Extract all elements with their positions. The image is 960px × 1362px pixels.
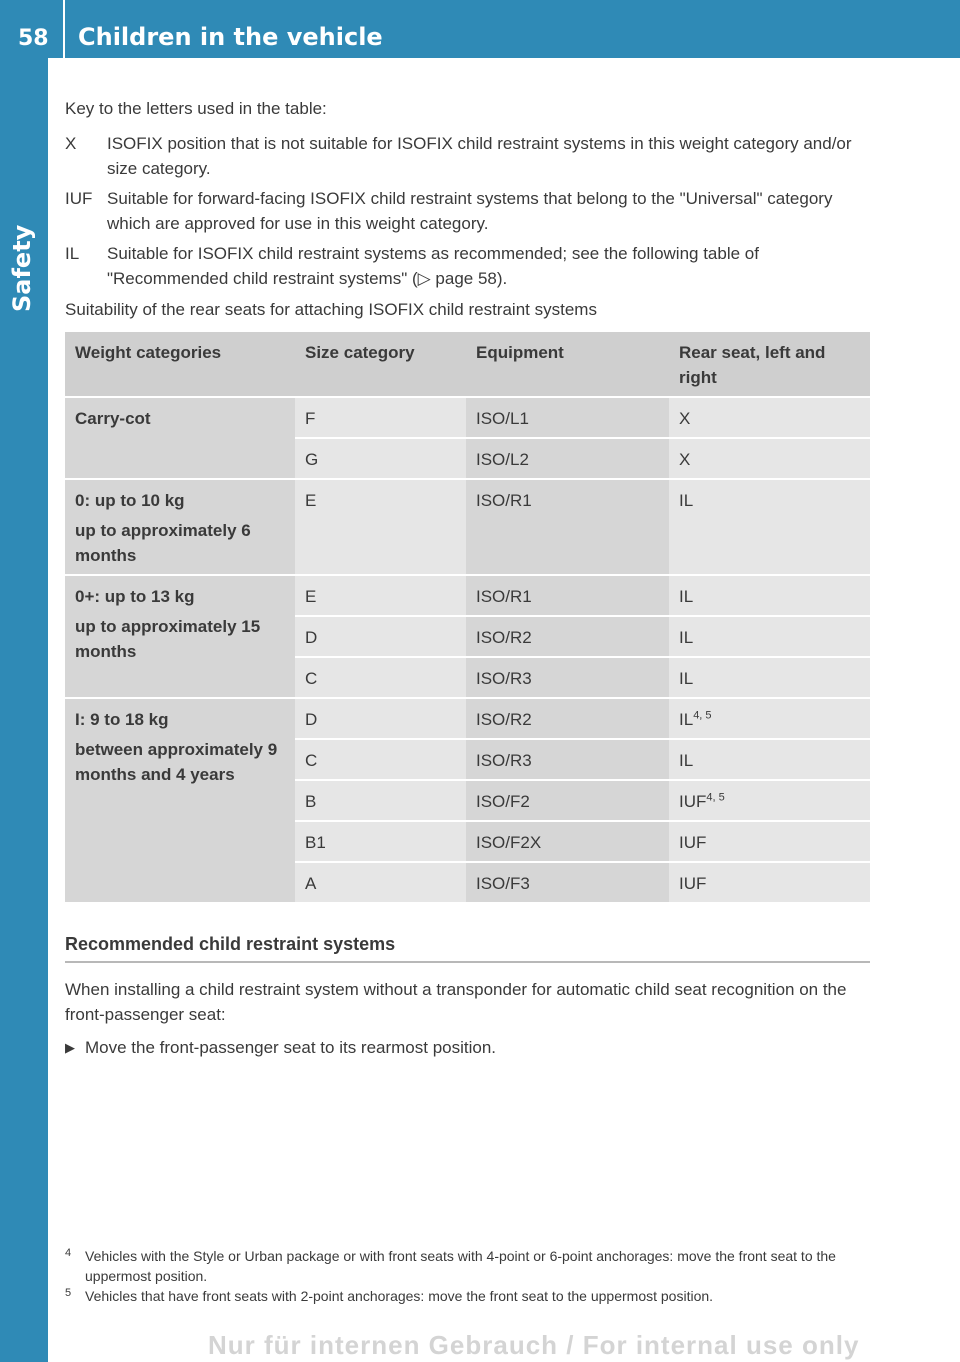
watermark: Nur für internen Gebrauch / For internal use only — [208, 1330, 860, 1360]
footnote-ref: 4, 5 — [706, 791, 725, 804]
size-cell: B — [295, 780, 466, 821]
seat-cell — [669, 397, 870, 438]
seat-value: IL — [679, 669, 694, 688]
key-desc: Suitable for ISOFIX child restraint systems as recommended; see the following table of "Recommended child restraint systems" (▷ page 58). — [107, 244, 759, 288]
seat-cell — [669, 862, 870, 903]
size-cell: A — [295, 862, 466, 903]
instruction-text: Move the front-passenger seat to its rearmost position. — [85, 1038, 497, 1057]
equipment-cell: ISO/R3 — [466, 739, 669, 780]
footnote-number: 4 — [65, 1247, 72, 1259]
key-desc: ISOFIX position that is not suitable for ISOFIX child restraint systems in this weight category and/or size category. — [107, 134, 852, 178]
seat-value: IUF — [679, 833, 707, 852]
size-cell: C — [295, 739, 466, 780]
header-divider — [63, 0, 65, 58]
seat-cell — [669, 479, 870, 575]
seat-value: IL — [679, 751, 694, 770]
size-cell: G — [295, 438, 466, 479]
page-title: Children in the vehicle — [78, 23, 383, 51]
category-title: Carry-cot — [75, 409, 151, 428]
weight-category-cell — [65, 698, 295, 903]
section-paragraph: When installing a child restraint system without a transponder for automatic child seat recognition on the front-passenger seat: — [65, 980, 847, 1024]
size-cell: D — [295, 616, 466, 657]
category-title: 0+: up to 13 kg — [75, 587, 195, 606]
size-cell: D — [295, 698, 466, 739]
equipment-cell: ISO/R1 — [466, 575, 669, 616]
seat-value: IL — [679, 491, 694, 510]
size-cell: E — [295, 575, 466, 616]
equipment-cell: ISO/R3 — [466, 657, 669, 698]
seat-value: IUF — [679, 792, 707, 811]
footnote-text: Vehicles with the Style or Urban package or with front seats with 4-point or 6-point anchorages: move the front seat to the uppermost position. — [85, 1248, 836, 1284]
table-row — [65, 397, 870, 438]
footnote-text: Vehicles that have front seats with 2-point anchorages: move the front seat to the uppermost position. — [85, 1288, 714, 1304]
section-heading: Recommended child restraint systems — [65, 932, 870, 963]
arrow-right-icon: ▶ — [65, 1040, 75, 1055]
table-row — [65, 575, 870, 616]
seat-value: IL — [679, 587, 694, 606]
seat-cell — [669, 616, 870, 657]
equipment-cell: ISO/L1 — [466, 397, 669, 438]
column-header: Rear seat, left and right — [669, 332, 870, 397]
category-subtitle: up to approximately 6 months — [75, 521, 251, 565]
column-header: Equipment — [466, 332, 669, 397]
table-row — [65, 698, 870, 739]
seat-value: X — [679, 450, 691, 469]
table-header-row — [65, 332, 870, 397]
seat-value: X — [679, 409, 691, 428]
equipment-cell: ISO/F2 — [466, 780, 669, 821]
weight-category-cell — [65, 397, 295, 479]
equipment-cell: ISO/L2 — [466, 438, 669, 479]
weight-category-cell — [65, 479, 295, 575]
column-header: Weight categories — [65, 332, 295, 397]
seat-value: IL — [679, 628, 694, 647]
footnote-number: 5 — [65, 1287, 72, 1299]
key-desc: Suitable for forward-facing ISOFIX child restraint systems that belong to the "Universal" category which are approved for use in this weight category. — [107, 189, 833, 233]
equipment-cell: ISO/R2 — [466, 698, 669, 739]
key-code: X — [65, 134, 77, 153]
size-cell: B1 — [295, 821, 466, 862]
seat-cell — [669, 780, 870, 821]
footnotes — [65, 1246, 870, 1306]
equipment-cell: ISO/R2 — [466, 616, 669, 657]
footnote-ref: 4, 5 — [693, 709, 712, 722]
table-caption: Suitability of the rear seats for attaching ISOFIX child restraint systems — [65, 300, 597, 319]
section-tab-label: Safety — [8, 224, 36, 312]
footnote — [65, 1286, 870, 1306]
seat-cell — [669, 821, 870, 862]
key-item — [65, 241, 870, 291]
size-cell: F — [295, 397, 466, 438]
footnote — [65, 1246, 870, 1286]
equipment-cell: ISO/F3 — [466, 862, 669, 903]
equipment-cell: ISO/R1 — [466, 479, 669, 575]
category-title: 0: up to 10 kg — [75, 491, 185, 510]
seat-cell — [669, 698, 870, 739]
seat-cell — [669, 438, 870, 479]
content — [65, 96, 870, 1060]
instruction-step — [65, 1035, 870, 1060]
seat-cell — [669, 575, 870, 616]
isofix-suitability-table — [65, 332, 870, 904]
size-cell: C — [295, 657, 466, 698]
column-header: Size category — [295, 332, 466, 397]
weight-category-cell — [65, 575, 295, 698]
category-title: I: 9 to 18 kg — [75, 710, 169, 729]
category-subtitle: up to approximately 15 months — [75, 617, 261, 661]
key-item — [65, 186, 870, 236]
key-code: IL — [65, 244, 80, 263]
key-intro: Key to the letters used in the table: — [65, 99, 327, 118]
key-code: IUF — [65, 189, 93, 208]
equipment-cell: ISO/F2X — [466, 821, 669, 862]
page-number: 58 — [18, 26, 49, 51]
key-item — [65, 131, 870, 181]
size-cell: E — [295, 479, 466, 575]
seat-cell — [669, 657, 870, 698]
seat-value: IUF — [679, 874, 707, 893]
table-row — [65, 479, 870, 575]
seat-cell — [669, 739, 870, 780]
category-subtitle: between approximately 9 months and 4 years — [75, 740, 278, 784]
seat-value: IL — [679, 710, 694, 729]
